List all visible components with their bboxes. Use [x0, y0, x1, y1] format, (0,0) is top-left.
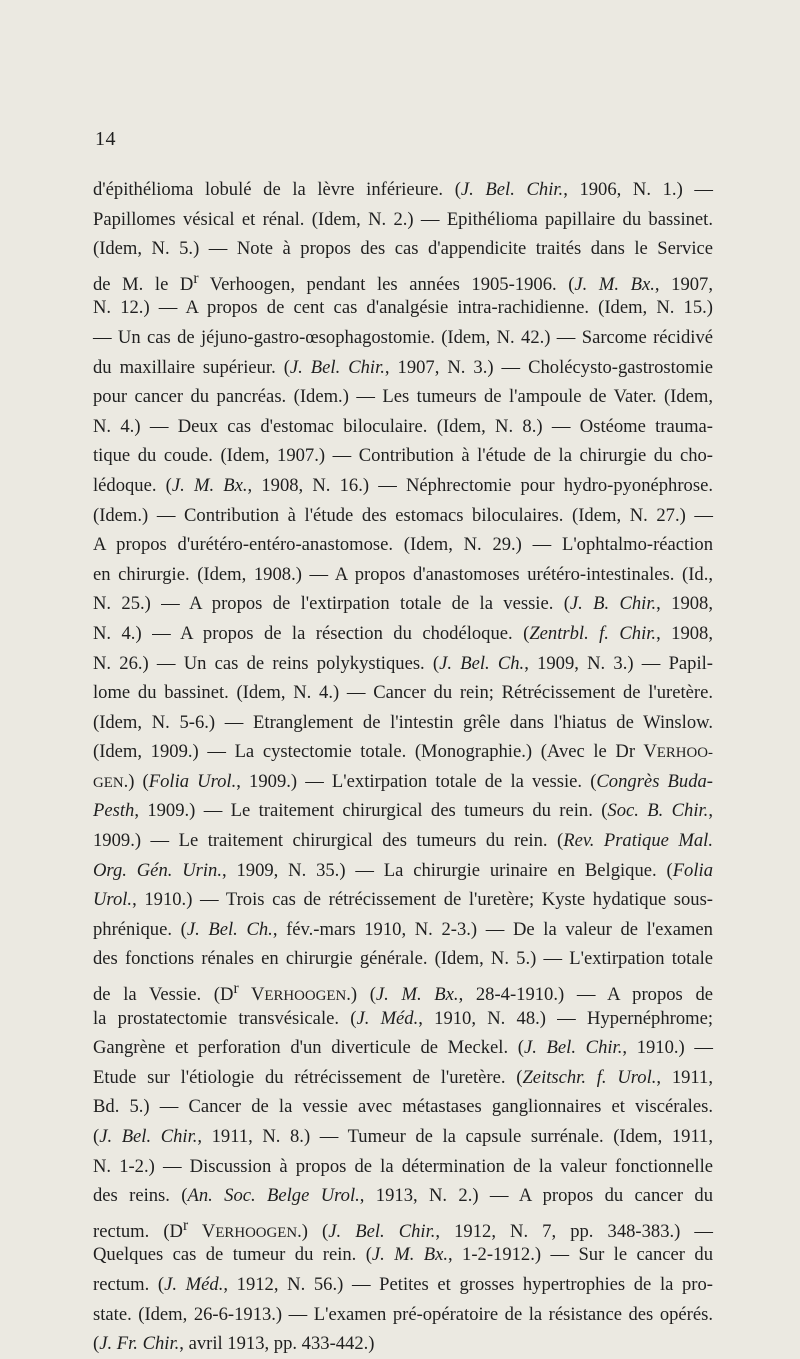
text-line: Gangrène et perforation d'un diverticule de Meckel. (J. Bel. Chir., 1910.) — — [93, 1037, 713, 1059]
text-line: des reins. (An. Soc. Belge Urol., 1913, N. 2.) — A propos du cancer du — [93, 1185, 714, 1207]
text-line: (Idem.) — Contribution à l'étude des estomacs biloculaires. (Idem, N. 27.) — — [93, 504, 713, 526]
text-line: Quelques cas de tumeur du rein. (J. M. Bx., 1-2-1912.) — Sur le cancer du — [93, 1244, 713, 1266]
text-line: GEN.) (Folia Urol., 1909.) — L'extirpation totale de la vessie. (Congrès Buda- — [93, 770, 713, 792]
text-line: N. 25.) — A propos de l'extirpation totale de la vessie. (J. B. Chir., 1908, — [93, 593, 713, 615]
text-line: (Idem, N. 5-6.) — Etranglement de l'intestin grêle dans l'hiatus de Winslow. — [93, 711, 713, 733]
text-line: N. 4.) — Deux cas d'estomac biloculaire. (Idem, N. 8.) — Ostéome trauma- — [93, 415, 713, 437]
text-line: 1909.) — Le traitement chirurgical des tumeurs du rein. (Rev. Pratique Mal. — [93, 830, 713, 852]
text-line: (Idem, N. 5.) — Note à propos des cas d'appendicite traités dans le Service — [93, 238, 713, 260]
text-line: state. (Idem, 26-6-1913.) — L'examen pré-opératoire de la résistance des opérés. — [93, 1303, 713, 1325]
text-line: de M. le $D^r$ Verhoogen, pendant les années 1905-1906. (J. M. Bx., 1907, — [93, 269, 713, 295]
text-line: d'épithélioma lobulé de la lèvre inférieure. (J. Bel. Chir., 1906, N. 1.) — — [93, 179, 713, 200]
text-line: N. 1-2.) — Discussion à propos de la détermination de la valeur fonctionnelle — [93, 1155, 713, 1177]
text-line: la prostatectomie transvésicale. (J. Méd., 1910, N. 48.) — Hypernéphrome; — [93, 1007, 713, 1029]
text-line: phrénique. (J. Bel. Ch., fév.-mars 1910, N. 2-3.) — De la valeur de l'examen — [93, 918, 713, 940]
text-line: Pesth, 1909.) — Le traitement chirurgical des tumeurs du rein. (Soc. B. Chir., — [93, 800, 713, 822]
text-line: (J. Bel. Chir., 1911, N. 8.) — Tumeur de la capsule surrénale. (Idem, 1911, — [93, 1126, 713, 1147]
page-number: 14 — [95, 128, 116, 150]
text-line: N. 4.) — A propos de la résection du chodéloque. (Zentrbl. f. Chir., 1908, — [93, 622, 713, 644]
text-line: Urol., 1910.) — Trois cas de rétrécissement de l'uretère; Kyste hydatique sous- — [93, 889, 713, 911]
text-line: lome du bassinet. (Idem, N. 4.) — Cancer du rein; Rétrécissement de l'uretère. — [93, 682, 713, 704]
text-line: A propos d'urétéro-entéro-anastomose. (Idem, N. 29.) — L'ophtalmo-réaction — [93, 534, 713, 556]
text-line: de la Vessie. ($D^r$ VERHOOGEN.) (J. M. Bx., 28-4-1910.) — A propos de — [93, 980, 714, 1006]
text-line: tique du coude. (Idem, 1907.) — Contribution à l'étude de la chirurgie du cho- — [93, 445, 713, 467]
text-line: en chirurgie. (Idem, 1908.) — A propos d'anastomoses urétéro-intestinales. (Id., — [93, 563, 713, 585]
text-line: lédoque. (J. M. Bx., 1908, N. 16.) — Néphrectomie pour hydro-pyonéphrose. — [93, 474, 713, 496]
text-line: Etude sur l'étiologie du rétrécissement de l'uretère. (Zeitschr. f. Urol., 1911, — [93, 1066, 713, 1088]
text-line: rectum. (J. Méd., 1912, N. 56.) — Petites et grosses hypertrophies de la pro- — [93, 1273, 713, 1295]
text-line: rectum. ($D^r$ VERHOOGEN.) (J. Bel. Chir., 1912, N. 7, pp. 348-383.) — — [93, 1216, 714, 1242]
bibliography-text — [93, 175, 713, 1359]
text-line: — Un cas de jéjuno-gastro-œsophagostomie. (Idem, N. 42.) — Sarcome récidivé — [93, 326, 713, 348]
text-line: des fonctions rénales en chirurgie générale. (Idem, N. 5.) — L'extirpation totale — [93, 948, 713, 970]
text-line: du maxillaire supérieur. (J. Bel. Chir., 1907, N. 3.) — Cholécysto-gastrostomie — [93, 356, 713, 378]
text-line: Bd. 5.) — Cancer de la vessie avec métastases ganglionnaires et viscérales. — [93, 1096, 713, 1118]
text-line: N. 26.) — Un cas de reins polykystiques. (J. Bel. Ch., 1909, N. 3.) — Papil- — [93, 652, 713, 674]
text-line: (Idem, 1909.) — La cystectomie totale. (Monographie.) (Avec le Dr VERHOO- — [93, 741, 713, 763]
text-line: pour cancer du pancréas. (Idem.) — Les tumeurs de l'ampoule de Vater. (Idem, — [93, 386, 713, 408]
text-line: (J. Fr. Chir., avril 1913, pp. 433-442.) — [93, 1333, 375, 1355]
text-line: Papillomes vésical et rénal. (Idem, N. 2.) — Epithélioma papillaire du bassinet. — [93, 208, 713, 230]
text-line: Org. Gén. Urin., 1909, N. 35.) — La chirurgie urinaire en Belgique. (Folia — [93, 859, 713, 881]
text-line: N. 12.) — A propos de cent cas d'analgésie intra-rachidienne. (Idem, N. 15.) — [93, 297, 713, 319]
